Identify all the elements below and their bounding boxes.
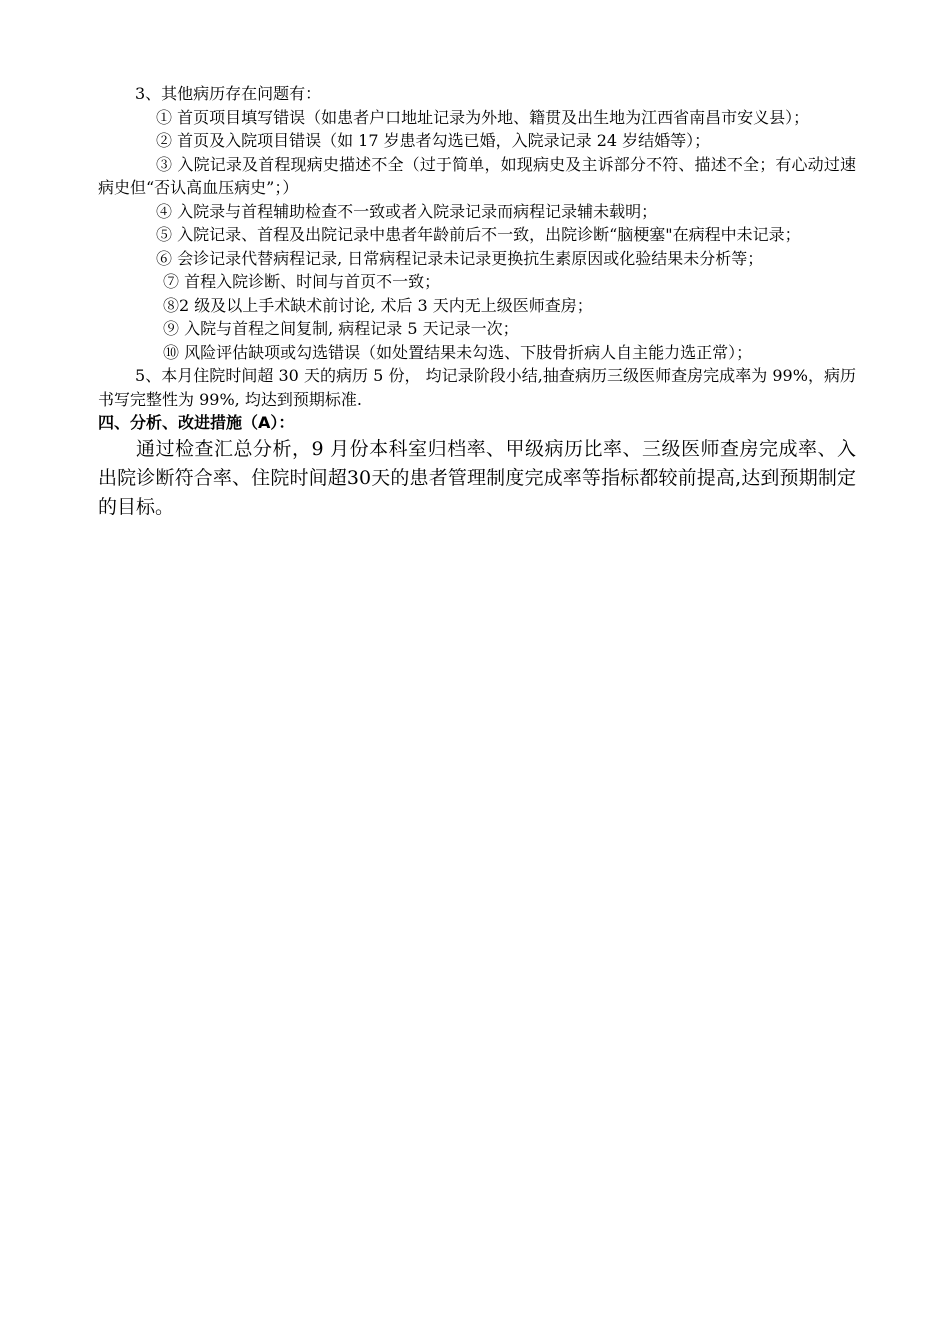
issue-item-7: ⑦ 首程入院诊断、时间与首页不一致； — [163, 272, 441, 291]
issue-item-3: ③ 入院记录及首程现病史描述不全（过于简单，如现病史及主诉部分不符、描述不全；有心动过速病史但“否认高血压病史”；） — [98, 154, 856, 197]
section-3-title: 3、其他病历存在问题有： — [135, 84, 322, 103]
issue-item-2: ② 首页及入院项目错误（如 17 岁患者勾选已婚，入院录记录 24 岁结婚等）； — [156, 131, 711, 150]
issue-item-6: ⑥ 会诊记录代替病程记录, 日常病程记录未记录更换抗生素原因或化验结果未分析等； — [156, 248, 764, 268]
issue-item-4: ④ 入院录与首程辅助检查不一致或者入院录记录而病程记录辅未载明； — [156, 201, 658, 221]
issue-item-1: ① 首页项目填写错误（如患者户口地址记录为外地、籍贯及出生地为江西省南昌市安义县）； — [156, 107, 810, 127]
document-body — [98, 82, 856, 522]
section-5-paragraph: 5、本月住院时间超 30 天的病历 5 份， 均记录阶段小结,抽查病历三级医师查房完成率为 99%，病历书写完整性为 99%, 均达到预期标准. — [98, 366, 856, 409]
issue-item-9: ⑨ 入院与首程之间复制, 病程记录 5 天记录一次； — [163, 319, 519, 338]
conclusion-paragraph: 通过检查汇总分析，9 月份本科室归档率、甲级病历比率、三级医师查房完成率、入出院诊断符合率、住院时间超30天的患者管理制度完成率等指标都较前提高,达到预期制定的目标。 — [98, 438, 856, 518]
issue-item-5: ⑤ 入院记录、首程及出院记录中患者年龄前后不一致，出院诊断“脑梗塞"在病程中未记录； — [156, 225, 801, 244]
issue-item-8: ⑧2 级及以上手术缺术前讨论, 术后 3 天内无上级医师查房； — [163, 295, 593, 315]
issue-item-10: ⑩ 风险评估缺项或勾选错误（如处置结果未勾选、下肢骨折病人自主能力选正常）； — [163, 342, 753, 362]
section-4-heading: 四、分析、改进措施（A）： — [98, 413, 295, 432]
